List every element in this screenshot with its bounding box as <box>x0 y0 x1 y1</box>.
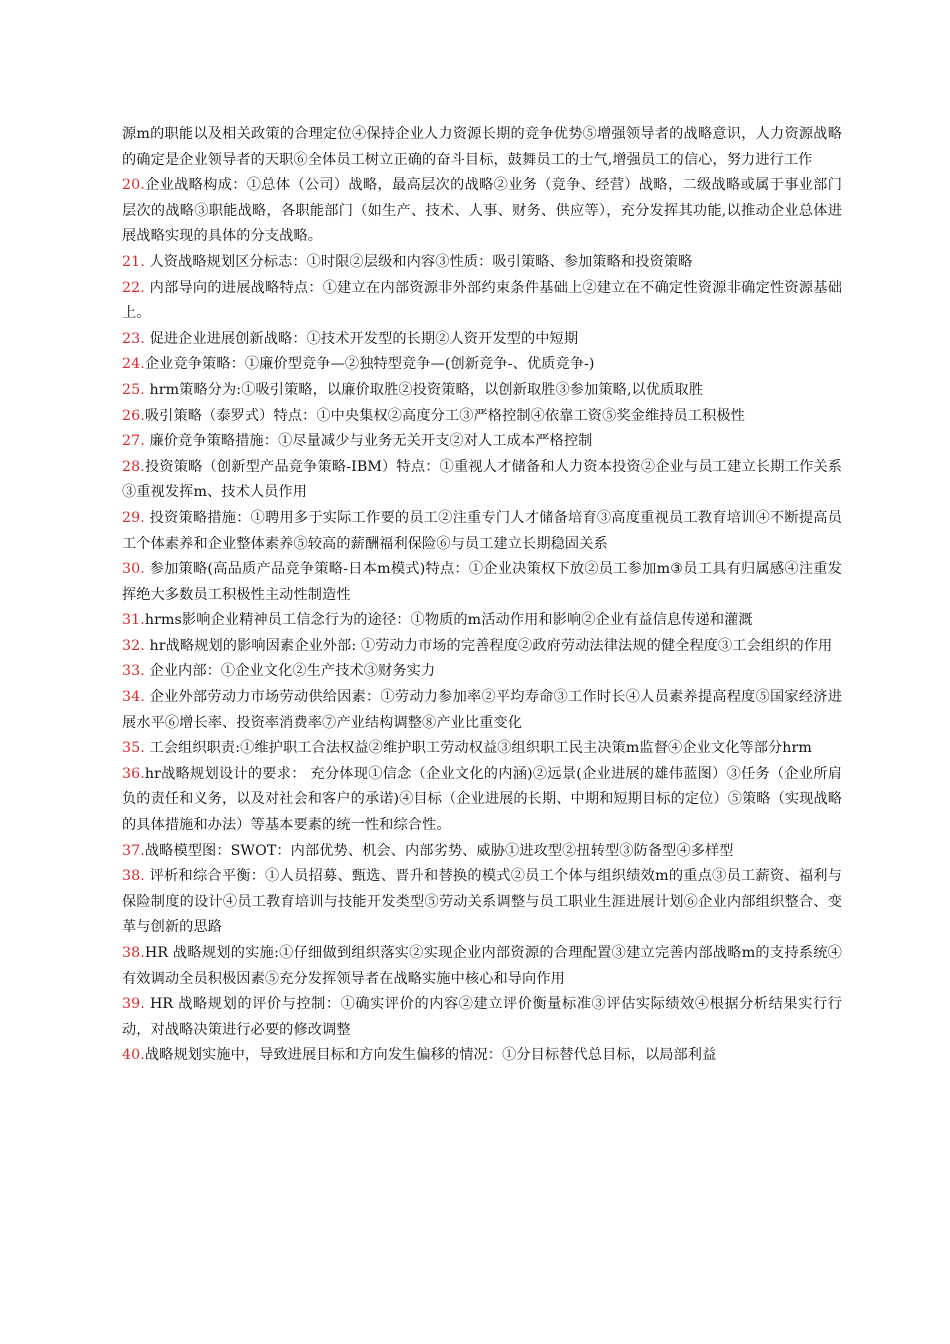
paragraph-24 <box>122 352 842 378</box>
paragraph-38b <box>122 941 842 992</box>
item-text: hrm策略分为:①吸引策略，以廉价取胜②投资策略，以创新取胜③参加策略,以优质取胜 <box>144 381 703 398</box>
item-number: 31. <box>122 612 145 629</box>
paragraph-22 <box>122 276 842 327</box>
item-text: 企业外部劳动力市场劳动供给因素：①劳动力参加率②平均寿命③工作时长④人员素养提高程度⑤国家经济进展水平⑥增长率、投资率消费率⑦产业结构调整⑧产业比重变化 <box>122 689 842 731</box>
item-number: 29. <box>122 509 145 526</box>
item-text: 企业内部：①企业文化②生产技术③财务实力 <box>144 663 436 680</box>
paragraph-40 <box>122 1043 842 1069</box>
paragraph-30 <box>122 557 842 608</box>
paragraph-32 <box>122 634 842 660</box>
item-text: 企业战略构成：①总体（公司）战略，最高层次的战略②业务（竞争、经营）战略，二级战略或属于事业部门层次的战略③职能战略，各职能部门（如生产、技术、人事、财务、供应等），充分发挥其功能,以推动企业总体进展战略实现的具体的分支战略。 <box>122 177 842 245</box>
item-number: 37. <box>122 842 145 859</box>
item-number: 32. <box>122 637 145 654</box>
paragraph-26 <box>122 404 842 430</box>
item-number: 24. <box>122 356 145 373</box>
item-number: 20. <box>122 177 145 194</box>
item-number: 39. <box>122 996 145 1013</box>
paragraph-34 <box>122 685 842 736</box>
item-text: 企业竞争策略：①廉价型竞争—②独特型竞争—(创新竞争-、优质竞争-) <box>144 356 595 373</box>
paragraph-35 <box>122 736 842 762</box>
item-number: 34. <box>122 689 145 706</box>
item-text: 投资策略（创新型产品竞争策略-IBM）特点：①重视人才储备和人力资本投资②企业与员工建立长期工作关系③重视发挥m、技术人员作用 <box>122 458 842 501</box>
paragraph-27 <box>122 429 842 455</box>
paragraph-21 <box>122 250 842 276</box>
item-number: 35. <box>122 740 145 757</box>
item-text: HR 战略规划的评价与控制：①确实评价的内容②建立评价衡量标准③评估实际绩效④根据分析结果实行行动，对战略决策进行必要的修改调整 <box>122 996 842 1038</box>
item-text: hr战略规划设计的要求： 充分体现①信念（企业文化的内涵)②远景(企业进展的雄伟蓝图）③任务（企业所肩负的责任和义务，以及对社会和客户的承诺)④目标（企业进展的长期、中期和短期目标的定位）⑤策略（实现战略的具体措施和办法）等基本要素的统一性和综合性。 <box>122 765 843 834</box>
item-text: 投资策略措施：①聘用多于实际工作要的员工②注重专门人才储备培育③高度重视员工教育培训④不断提高员工个体素养和企业整体素养⑤较高的薪酬福利保险⑥与员工建立长期稳固关系 <box>122 509 842 552</box>
item-text: 工会组织职责:①维护职工合法权益②维护职工劳动权益③组织职工民主决策m监督④企业文化等部分hrm <box>144 740 812 757</box>
item-text: 源m的职能以及相关政策的合理定位④保持企业人力资源长期的竞争优势⑤增强领导者的战略意识，人力资源战略的确定是企业领导者的天职⑥全体员工树立正确的奋斗目标，鼓舞员工的士气,增强员工的信心，努力进行工作 <box>122 126 842 168</box>
item-text: hr战略规划的影响因素企业外部: ①劳动力市场的完善程度②政府劳动法律法规的健全程度③工会组织的作用 <box>144 637 833 654</box>
item-number: 28. <box>122 458 145 475</box>
paragraph-36 <box>122 762 842 839</box>
item-number: 40. <box>122 1047 145 1064</box>
paragraph-31 <box>122 608 842 634</box>
item-number: 36. <box>122 765 145 782</box>
paragraph-39 <box>122 992 842 1043</box>
item-number: 23. <box>122 330 145 347</box>
item-number: 38. <box>122 868 145 885</box>
item-text: 内部导向的进展战略特点：①建立在内部资源非外部约束条件基础上②建立在不确定性资源非确定性资源基础上。 <box>122 279 842 322</box>
item-text: hrms影响企业精神员工信念行为的途径：①物质的m活动作用和影响②企业有益信息传递和灌溉 <box>144 612 753 629</box>
item-number: 21. <box>122 253 145 270</box>
item-number: 33. <box>122 663 145 680</box>
paragraph-29 <box>122 506 842 557</box>
document-page <box>122 122 842 1069</box>
item-text: 廉价竞争策略措施：①尽量减少与业务无关开支②对人工成本严格控制 <box>144 433 593 450</box>
paragraph-33 <box>122 659 842 685</box>
paragraph-23 <box>122 327 842 353</box>
item-text: HR 战略规划的实施:①仔细做到组织落实②实现企业内部资源的合理配置③建立完善内部战略m的支持系统④有效调动全员积极因素⑤充分发挥领导者在战略实施中核心和导向作用 <box>122 945 842 987</box>
paragraph-0 <box>122 122 842 173</box>
item-text: 战略规划实施中，导致进展目标和方向发生偏移的情况：①分目标替代总目标，以局部利益 <box>144 1047 717 1064</box>
paragraph-25 <box>122 378 842 404</box>
item-text: 吸引策略（泰罗式）特点：①中央集权②高度分工③严格控制④依靠工资⑤奖金维持员工积极性 <box>144 407 745 424</box>
item-text: 参加策略(高品质产品竞争策略-日本m模式)特点：①企业决策权下放②员工参加m③员工具有归属感④注重发挥绝大多数员工积极性主动性制造性 <box>122 561 842 603</box>
paragraph-38a <box>122 864 842 941</box>
item-text: 促进企业进展创新战略：①技术开发型的长期②人资开发型的中短期 <box>144 330 579 347</box>
item-number: 27. <box>122 433 145 450</box>
item-number: 22. <box>122 279 145 296</box>
item-text: 评析和综合平衡：①人员招募、甄选、晋升和替换的模式②员工个体与组织绩效m的重点③员工薪资、福利与保险制度的设计④员工教育培训与技能开发类型⑤劳动关系调整与员工职业生涯进展计划⑥企业内部组织整合、变革与创新的思路 <box>122 868 842 936</box>
item-number: 30. <box>122 561 145 578</box>
item-number: 38. <box>122 945 145 961</box>
paragraph-28 <box>122 455 842 506</box>
item-text: 人资战略规划区分标志：①时限②层级和内容③性质：吸引策略、参加策略和投资策略 <box>144 253 693 270</box>
item-text: 战略模型图：SWOT：内部优势、机会、内部劣势、威胁①进攻型②扭转型③防备型④多样型 <box>144 842 734 859</box>
item-number: 26. <box>122 407 145 424</box>
paragraph-37 <box>122 839 842 865</box>
item-number: 25. <box>122 381 145 398</box>
paragraph-20 <box>122 173 842 250</box>
